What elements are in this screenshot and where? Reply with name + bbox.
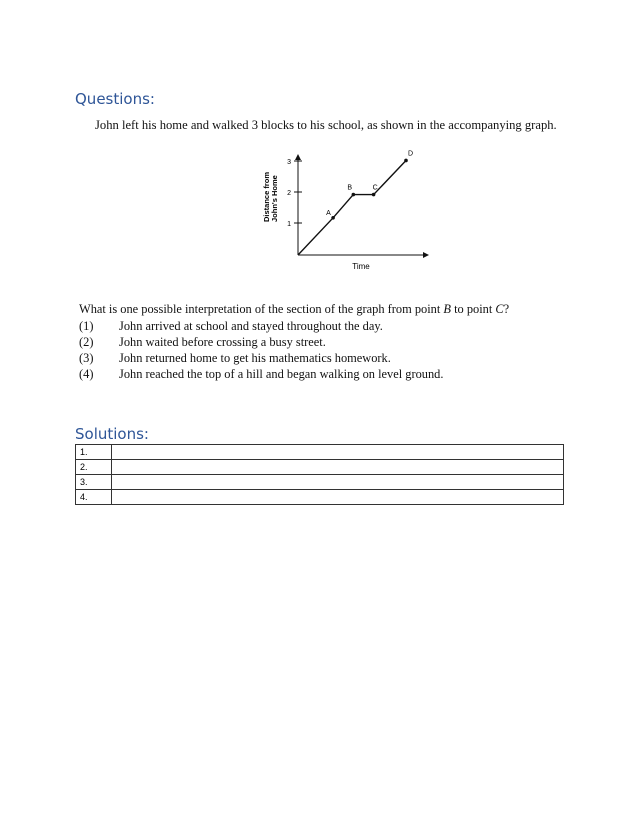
distance-line	[298, 161, 406, 256]
solution-row-3	[76, 475, 564, 490]
solution-row-4	[76, 490, 564, 505]
choice-number: (3)	[79, 351, 94, 365]
distance-time-graph	[258, 150, 438, 275]
problem-intro: John left his home and walked 3 blocks to his school, as shown in the accompanying graph.	[95, 118, 557, 132]
question-point-c: C	[495, 302, 504, 316]
question-suffix: ?	[503, 302, 510, 316]
solution-number: 1.	[76, 445, 112, 460]
choice-text: John returned home to get his mathematics homework.	[119, 351, 391, 365]
y-axis-label-line2: John's Home	[270, 175, 279, 222]
x-axis-label: Time	[352, 262, 370, 271]
y-tick-label-2: 2	[287, 190, 291, 197]
point-c	[372, 193, 376, 197]
question-prefix: What is one possible interpretation of the section of the graph from point	[79, 302, 444, 316]
solutions-heading: Solutions:	[75, 425, 149, 443]
choice-number: (2)	[79, 335, 94, 349]
solution-answer-cell[interactable]	[112, 475, 564, 490]
solution-row-1	[76, 445, 564, 460]
solution-answer-cell[interactable]	[112, 460, 564, 475]
point-d	[404, 159, 408, 163]
solution-row-2	[76, 460, 564, 475]
questions-heading: Questions:	[75, 90, 155, 108]
solution-number: 4.	[76, 490, 112, 505]
solution-number: 2.	[76, 460, 112, 475]
question-mid: to point	[450, 302, 496, 316]
solution-number: 3.	[76, 475, 112, 490]
y-tick-label-3: 3	[287, 159, 291, 166]
choice-text: John arrived at school and stayed throughout the day.	[119, 319, 383, 333]
point-label-c: C	[372, 184, 378, 192]
solution-answer-cell[interactable]	[112, 490, 564, 505]
choice-number: (4)	[79, 367, 94, 381]
question-point-b: B	[443, 302, 451, 316]
point-b	[352, 193, 356, 197]
point-label-d: D	[408, 150, 414, 158]
point-label-b: B	[347, 184, 353, 192]
point-a	[331, 216, 335, 220]
choice-number: (1)	[79, 319, 94, 333]
choice-text: John waited before crossing a busy street.	[119, 335, 326, 349]
point-label-a: A	[326, 209, 331, 217]
y-tick-label-1: 1	[287, 221, 291, 228]
question-text	[79, 302, 509, 317]
solution-answer-cell[interactable]	[112, 445, 564, 460]
solutions-table	[75, 444, 564, 505]
y-axis-label-line1: Distance from	[262, 171, 271, 222]
choice-text: John reached the top of a hill and began walking on level ground.	[119, 367, 444, 381]
